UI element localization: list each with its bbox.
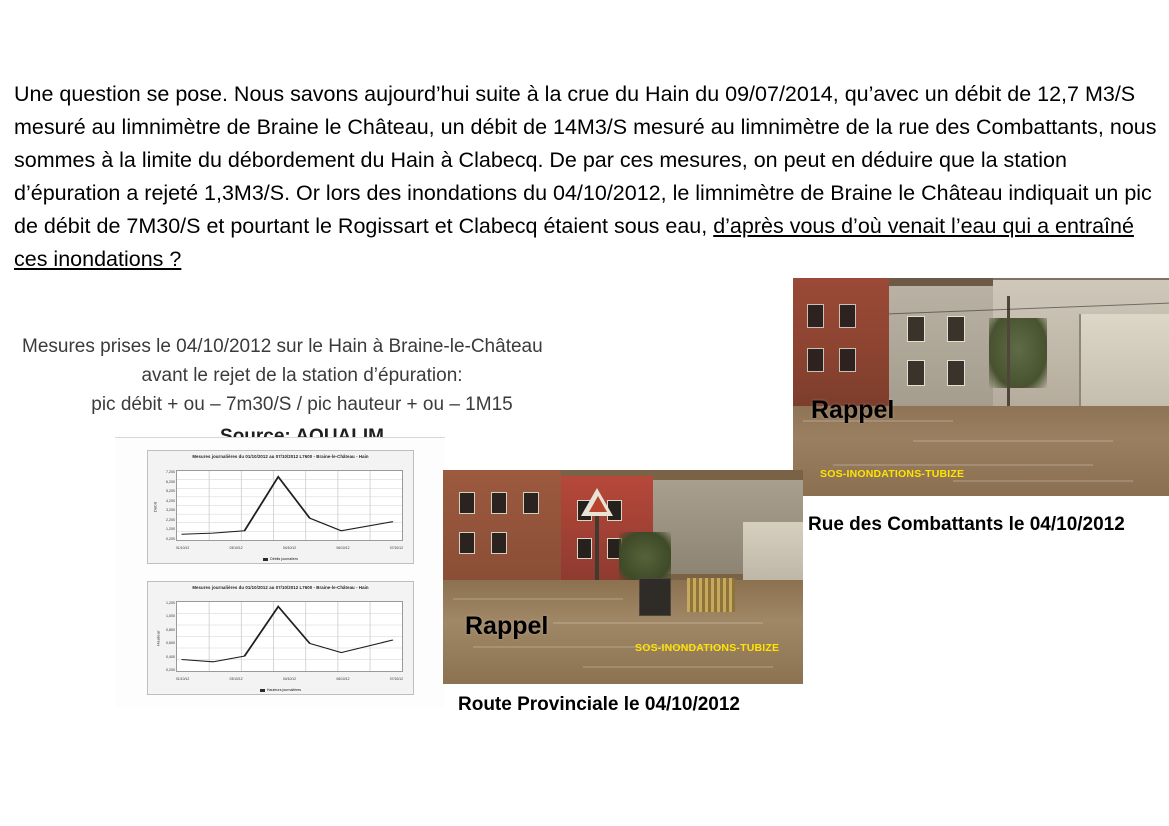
paragraph-text-underlined: d’après vous d’où venait l’eau qui a entraîné ces inondations ? [14, 214, 1134, 271]
chart-hauteurs-plot [176, 601, 403, 672]
chart-debits-legend [148, 557, 413, 561]
photo-water-ripple [453, 598, 623, 600]
legend-swatch-icon [260, 689, 265, 692]
photo-rappel-label: Rappel [811, 396, 895, 424]
chart-debits [147, 450, 414, 564]
xtick: 04/10/12 [282, 677, 297, 681]
chart-debits-title-line1: Mesures journalières du 01/10/2012 au 07/10/2012 L7600 - Braine-le-Château - Hain [192, 454, 369, 459]
photo-window [807, 348, 824, 372]
measures-line-2: avant le rejet de la station d’épuration: [141, 365, 463, 386]
legend-swatch-icon [263, 558, 268, 561]
xtick: 03/10/12 [229, 677, 243, 681]
xtick: 07/10/12 [389, 677, 403, 681]
xtick: 07/10/12 [389, 546, 403, 550]
xtick: 06/10/12 [336, 546, 350, 550]
paragraph-text-main: Une question se pose. Nous savons aujourd’hui suite à la crue du Hain du 09/07/2014, qu’avec un débit de 12,7 M3/S mesuré au limnimètre de Braine le Château, un débit de 14M3/S mesuré au limnimètre de la rue des Combattants, nous sommes à la limite du débordement du Hain à Clabecq. De par ces mesures, on peut en déduire que la station d’épuration a rejeté 1,3M3/S. Or lors des inondations du 04/10/2012, le limnimètre de Braine le Château indiquait un pic de débit de 7M30/S et pourtant le Rogissart et Clabecq étaient sous eau, [14, 82, 1157, 238]
ytick: 1,000 [166, 614, 175, 619]
photo-watermark: SOS-INONDATIONS-TUBIZE [635, 642, 780, 654]
photo-window [459, 532, 475, 554]
chart-debits-svg [177, 471, 402, 540]
chart-hauteurs-legend-label: Hauteurs journalières [266, 688, 302, 692]
photo-window [459, 492, 475, 514]
photo-fence [687, 578, 735, 612]
photo-window [491, 532, 507, 554]
chart-hauteurs-svg [177, 602, 402, 671]
ytick: 0,400 [166, 654, 175, 659]
photo-bin [639, 578, 671, 616]
photo-window [577, 538, 592, 559]
ytick: 3,200 [166, 508, 175, 513]
chart-debits-plot [176, 470, 403, 541]
ytick: 0,200 [166, 667, 175, 672]
ytick: 2,200 [166, 517, 175, 522]
ytick: 0,800 [166, 627, 175, 632]
chart-debits-ylabel: Débit [152, 501, 158, 513]
photo-building-left [443, 470, 561, 582]
photo-window [839, 348, 856, 372]
photo-window [947, 360, 965, 386]
xtick: 04/10/12 [282, 546, 297, 550]
chart-debits-yticks [157, 470, 175, 541]
chart-hauteurs-yticks [157, 601, 175, 672]
photo-water-ripple [553, 622, 763, 624]
photo-window [907, 316, 925, 342]
photo-garage [1079, 314, 1169, 414]
ytick: 0,200 [166, 536, 175, 541]
measures-line-1: Mesures prises le 04/10/2012 sur le Hain à Braine-le-Château [22, 336, 543, 357]
photo-building-middle [889, 286, 993, 408]
xtick: 06/10/12 [336, 677, 350, 681]
photo-route-provinciale [443, 470, 803, 684]
photo-utility-pole [1007, 296, 1010, 416]
photo-window [491, 492, 507, 514]
photo-window [947, 316, 965, 342]
ytick: 7,200 [166, 470, 175, 474]
photo-bush [619, 532, 671, 582]
chart-hauteurs-title [148, 585, 413, 591]
photo-window [907, 360, 925, 386]
photo-warning-sign-inner-icon [589, 496, 607, 512]
xtick: 03/10/12 [229, 546, 243, 550]
photo-window [839, 304, 856, 328]
caption-rue-des-combattants: Rue des Combattants le 04/10/2012 [808, 514, 1125, 535]
photo-building-left [793, 278, 889, 406]
caption-route-provinciale: Route Provinciale le 04/10/2012 [458, 694, 740, 715]
ytick: 5,200 [166, 489, 175, 494]
measures-caption-block [22, 332, 582, 451]
ytick: 1,200 [166, 527, 175, 532]
ytick: 0,600 [166, 641, 175, 646]
photo-water-ripple [583, 666, 773, 668]
photo-tree [989, 318, 1047, 388]
chart-hauteurs-legend [148, 688, 413, 692]
chart-hauteurs [147, 581, 414, 695]
measures-line-3: pic débit + ou – 7m30/S / pic hauteur + ou – 1M15 [91, 394, 513, 415]
photo-rue-des-combattants [793, 278, 1169, 496]
ytick: 4,200 [166, 498, 175, 503]
chart-hauteurs-xticks [176, 677, 403, 681]
photo-water-ripple [913, 440, 1113, 442]
xtick: 01/10/12 [176, 677, 190, 681]
photo-water-ripple [833, 464, 1093, 466]
aqualim-chart-sheet [115, 437, 445, 708]
photo-water-ripple [953, 480, 1133, 482]
photo-rappel-label: Rappel [465, 612, 549, 640]
chart-hauteurs-title-line1: Mesures journalières du 01/10/2012 au 07/10/2012 L7600 - Braine-le-Château - Hain [192, 585, 369, 590]
photo-window [807, 304, 824, 328]
chart-hauteurs-ylabel: Hauteur [155, 630, 161, 646]
slide-paragraph [14, 78, 1166, 276]
ytick: 6,200 [166, 479, 175, 484]
chart-debits-legend-label: Débits journaliers [270, 557, 298, 561]
ytick: 1,200 [166, 601, 175, 605]
chart-debits-xticks [176, 546, 403, 550]
photo-window [523, 492, 539, 514]
photo-watermark: SOS-INONDATIONS-TUBIZE [820, 468, 965, 480]
chart-debits-title [148, 454, 413, 460]
xtick: 01/10/12 [176, 546, 190, 550]
